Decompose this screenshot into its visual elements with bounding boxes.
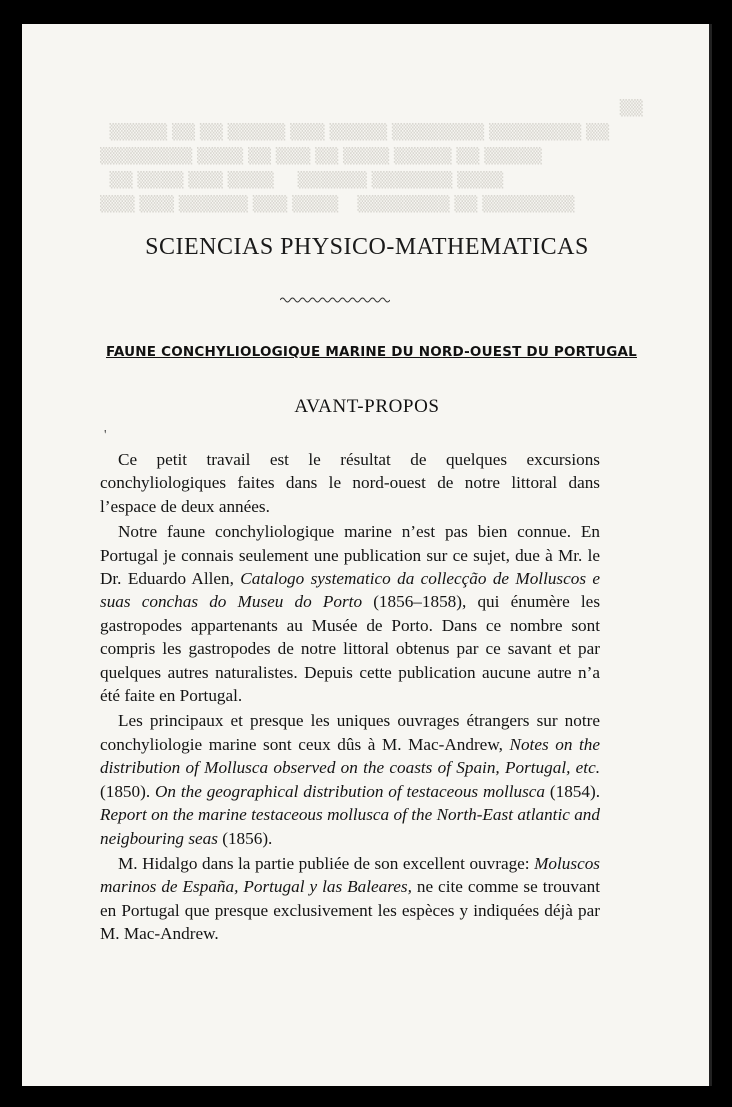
subheading: AVANT-PROPOS bbox=[294, 396, 440, 417]
text-run: (1856–1858), qui énumère les gastropodes appartenants au Musée de Porto. Dans ce nombre sont compris les gastropodes de notre littoral obtenus par ce savant et par quelques autres naturalistes. Depuis cette publication aucune autre n’a été faite en Portugal. bbox=[100, 592, 601, 706]
text-run: ne cite comme se trouvant en Portugal que presque exclusivement les espèces y indiquées déjà par M. Mac-Andrew. bbox=[100, 877, 600, 944]
page-title: SCIENCIAS PHYSICO-MATHEMATICAS bbox=[145, 234, 589, 260]
text-run: Notre faune conchyliologique marine n’est pas bien connue. En Portugal je connais seulement une publication sur ce sujet, due à Mr. le Dr. Eduardo Allen, bbox=[100, 522, 600, 589]
text-run: (1854). bbox=[545, 781, 601, 801]
italic-title: Moluscos marinos de España, Portugal y las Baleares, bbox=[100, 853, 600, 897]
italic-title: Notes on the distribution of Mollusca observed on the coasts of Spain, Portugal, etc. bbox=[100, 734, 600, 778]
margin-mark: ' bbox=[104, 428, 107, 443]
text-run: M. Hidalgo dans la partie publiée de son excellent ouvrage: bbox=[118, 853, 535, 873]
text-run: Les principaux et presque les uniques ouvrages étrangers sur notre conchyliologie marine sont ceux dûs à M. Mac-Andrew, bbox=[100, 711, 600, 754]
paragraph bbox=[100, 448, 600, 518]
paragraph bbox=[100, 520, 600, 707]
text-run: (1850). bbox=[100, 781, 155, 801]
text-run: (1856). bbox=[217, 828, 273, 848]
bleed-through-texture: ▒▒ ▒▒▒▒▒ ▒▒ ▒▒ ▒▒▒▒▒ ▒▒▒ ▒▒▒▒▒ ▒▒▒▒▒▒▒▒ ▒▒▒▒▒▒▒▒ ▒▒ ▒▒▒▒▒▒▒▒ ▒▒▒▒ ▒▒ ▒▒▒ ▒▒ ▒▒▒▒ ▒▒▒▒▒ ▒▒ ▒▒▒▒▒ ▒▒ ▒▒▒▒ ▒▒▒ ▒▒▒▒ ▒▒▒▒▒▒ ▒▒▒▒▒▒▒ ▒▒▒▒ ▒▒▒ ▒▒▒ ▒▒▒▒▒▒ ▒▒▒ ▒▒▒▒ ▒▒▒▒▒▒▒▒ ▒▒ ▒▒▒▒▒▒▒▒ bbox=[100, 99, 643, 213]
paragraph bbox=[100, 852, 600, 946]
document-page bbox=[22, 24, 712, 1086]
italic-title: On the geographical distribution of testaceous mollusca bbox=[154, 781, 546, 801]
section-heading: FAUNE CONCHYLIOLOGIQUE MARINE DU NORD-OUEST DU PORTUGAL bbox=[106, 344, 637, 360]
text-run: Ce petit travail est le résultat de quelques excursions conchyliologiques faites dans le nord-ouest de notre littoral dans l’espace de deux années. bbox=[100, 450, 600, 516]
body-text bbox=[100, 448, 600, 948]
wavy-rule-ornament bbox=[280, 296, 390, 304]
paragraph bbox=[100, 709, 600, 849]
italic-title: Catalogo systematico da collecção de Molluscos e suas conchas do Museu do Porto bbox=[100, 569, 600, 612]
italic-title: Report on the marine testaceous mollusca of the North-East atlantic and neigbouring seas bbox=[100, 805, 600, 848]
